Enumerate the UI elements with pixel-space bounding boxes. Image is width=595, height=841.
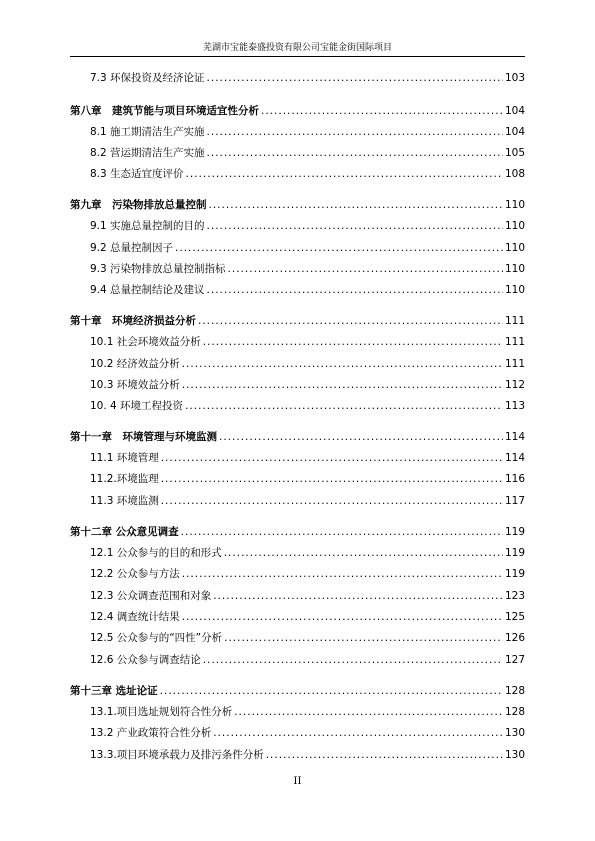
toc-entry-page: 116 xyxy=(504,473,525,485)
toc-entry-page: 127 xyxy=(504,654,525,666)
toc-leader-dots xyxy=(182,358,503,370)
toc-entry-page: 114 xyxy=(504,431,525,443)
toc-section-entry[interactable] xyxy=(90,218,525,232)
toc-entry-title: 11.3 环境监测 xyxy=(90,495,159,507)
toc-entry-title: 8.2 营运期清洁生产实施 xyxy=(90,147,205,159)
toc-entry-title: 第八章 建筑节能与项目环境适宜性分析 xyxy=(70,105,259,117)
toc-leader-dots xyxy=(266,749,503,761)
toc-section-entry[interactable] xyxy=(90,725,525,739)
toc-entry-page: 125 xyxy=(504,611,525,623)
header-divider xyxy=(70,56,525,57)
toc-entry-title: 第十章 环境经济损益分析 xyxy=(70,315,196,327)
toc-entry-title: 9.2 总量控制因子 xyxy=(90,242,174,254)
toc-entry-page: 128 xyxy=(504,685,525,697)
toc-entry-page: 119 xyxy=(504,568,525,580)
toc-leader-dots xyxy=(161,452,503,464)
toc-leader-dots xyxy=(213,590,503,602)
toc-leader-dots xyxy=(185,400,503,412)
toc-entry-page: 128 xyxy=(504,706,525,718)
toc-chapter-entry[interactable] xyxy=(70,197,525,211)
running-header: 芜湖市宝能泰盛投资有限公司宝能金街国际项目 xyxy=(202,43,392,53)
toc-leader-dots xyxy=(182,611,503,623)
toc-entry-title: 10.2 经济效益分析 xyxy=(90,358,180,370)
toc-leader-dots xyxy=(234,706,503,718)
toc-entry-page: 110 xyxy=(504,284,525,296)
toc-section-entry[interactable] xyxy=(90,282,525,296)
toc-entry-page: 112 xyxy=(504,379,525,391)
page-number: II xyxy=(293,776,302,787)
toc-leader-dots xyxy=(182,379,503,391)
toc-leader-dots xyxy=(161,473,503,485)
toc-entry-page: 110 xyxy=(504,242,525,254)
toc-entry-title: 10.3 环境效益分析 xyxy=(90,379,180,391)
toc-entry-page: 119 xyxy=(504,526,525,538)
toc-entry-page: 113 xyxy=(504,400,525,412)
toc-leader-dots xyxy=(203,654,503,666)
toc-entry-page: 130 xyxy=(504,749,525,761)
toc-entry-title: 12.5 公众参与的“四性”分析 xyxy=(90,632,223,644)
toc-entry-page: 108 xyxy=(504,168,525,180)
toc-section-entry[interactable] xyxy=(90,398,525,412)
toc-entry-title: 第十二章 公众意见调查 xyxy=(70,526,179,538)
toc-leader-dots xyxy=(213,727,503,739)
toc-section-entry[interactable] xyxy=(90,240,525,254)
toc-leader-dots xyxy=(207,284,503,296)
toc-leader-dots xyxy=(207,72,503,84)
toc-chapter-entry[interactable] xyxy=(70,524,525,538)
toc-entry-title: 8.3 生态适宜度评价 xyxy=(90,168,184,180)
toc-entry-page: 123 xyxy=(504,590,525,602)
toc-section-entry[interactable] xyxy=(90,124,525,138)
toc-entry-page: 111 xyxy=(504,315,525,327)
toc-entry-title: 9.4 总量控制结论及建议 xyxy=(90,284,205,296)
toc-entry-page: 119 xyxy=(504,547,525,559)
toc-entry-page: 126 xyxy=(504,632,525,644)
toc-entry-page: 114 xyxy=(504,452,525,464)
toc-entry-page: 110 xyxy=(504,263,525,275)
toc-section-entry[interactable] xyxy=(90,493,525,507)
toc-section-entry[interactable] xyxy=(90,704,525,718)
toc-entry-title: 9.3 污染物排放总量控制指标 xyxy=(90,263,226,275)
toc-entry-title: 12.6 公众参与调查结论 xyxy=(90,654,201,666)
toc-section-entry[interactable] xyxy=(90,545,525,559)
toc-entry-title: 11.1 环境管理 xyxy=(90,452,159,464)
toc-entry-title: 10. 4 环境工程投资 xyxy=(90,400,184,412)
toc-section-entry[interactable] xyxy=(90,145,525,159)
toc-entry-page: 110 xyxy=(504,199,525,211)
toc-section-entry[interactable] xyxy=(90,652,525,666)
toc-leader-dots xyxy=(175,242,503,254)
toc-section-entry[interactable] xyxy=(90,334,525,348)
toc-chapter-entry[interactable] xyxy=(70,683,525,697)
toc-entry-title: 12.2 公众参与方法 xyxy=(90,568,180,580)
toc-entry-title: 12.1 公众参与的目的和形式 xyxy=(90,547,222,559)
toc-chapter-entry[interactable] xyxy=(70,429,525,443)
toc-chapter-entry[interactable] xyxy=(70,313,525,327)
toc-leader-dots xyxy=(224,547,503,559)
toc-entry-title: 7.3 环保投资及经济论证 xyxy=(90,72,205,84)
toc-entry-page: 103 xyxy=(504,72,525,84)
toc-leader-dots xyxy=(228,263,503,275)
toc-section-entry[interactable] xyxy=(90,261,525,275)
toc-leader-dots xyxy=(160,685,503,697)
toc-leader-dots xyxy=(261,105,503,117)
toc-entry-title: 12.4 调查统计结果 xyxy=(90,611,180,623)
toc-section-entry[interactable] xyxy=(90,166,525,180)
toc-section-entry[interactable] xyxy=(90,471,525,485)
toc-leader-dots xyxy=(181,526,503,538)
toc-entry-title: 11.2.环境监理 xyxy=(90,473,159,485)
toc-entry-title: 13.1.项目选址规划符合性分析 xyxy=(90,706,233,718)
toc-entry-title: 10.1 社会环境效益分析 xyxy=(90,336,201,348)
toc-leader-dots xyxy=(219,431,503,443)
toc-entry-title: 13.2 产业政策符合性分析 xyxy=(90,727,212,739)
toc-leader-dots xyxy=(207,147,503,159)
toc-leader-dots xyxy=(203,336,503,348)
toc-leader-dots xyxy=(207,126,503,138)
toc-entry-page: 104 xyxy=(504,105,525,117)
toc-entry-page: 111 xyxy=(504,358,525,370)
toc-leader-dots xyxy=(182,568,503,580)
toc-leader-dots xyxy=(161,495,503,507)
toc-entry-page: 104 xyxy=(504,126,525,138)
toc-section-entry[interactable] xyxy=(90,630,525,644)
toc-entry-title: 8.1 施工期清洁生产实施 xyxy=(90,126,205,138)
toc-section-entry[interactable] xyxy=(90,70,525,84)
toc-leader-dots xyxy=(224,632,503,644)
toc-entry-page: 111 xyxy=(504,336,525,348)
toc-section-entry[interactable] xyxy=(90,356,525,370)
toc-section-entry[interactable] xyxy=(90,747,525,761)
toc-leader-dots xyxy=(198,315,503,327)
toc-section-entry[interactable] xyxy=(90,566,525,580)
toc-entry-page: 117 xyxy=(504,495,525,507)
toc-leader-dots xyxy=(209,199,503,211)
toc-entry-page: 105 xyxy=(504,147,525,159)
toc-section-entry[interactable] xyxy=(90,450,525,464)
toc-entry-title: 第九章 污染物排放总量控制 xyxy=(70,199,207,211)
toc-entry-title: 第十一章 环境管理与环境监测 xyxy=(70,431,217,443)
toc-entry-title: 12.3 公众调查范围和对象 xyxy=(90,590,212,602)
toc-section-entry[interactable] xyxy=(90,377,525,391)
toc-entry-title: 13.3.项目环境承载力及排污条件分析 xyxy=(90,749,264,761)
toc-section-entry[interactable] xyxy=(90,609,525,623)
toc-entry-title: 第十三章 选址论证 xyxy=(70,685,158,697)
toc-leader-dots xyxy=(186,168,503,180)
toc-entry-page: 130 xyxy=(504,727,525,739)
toc-chapter-entry[interactable] xyxy=(70,103,525,117)
toc-entry-page: 110 xyxy=(504,220,525,232)
toc-section-entry[interactable] xyxy=(90,588,525,602)
toc-leader-dots xyxy=(207,220,503,232)
toc-entry-title: 9.1 实施总量控制的目的 xyxy=(90,220,205,232)
